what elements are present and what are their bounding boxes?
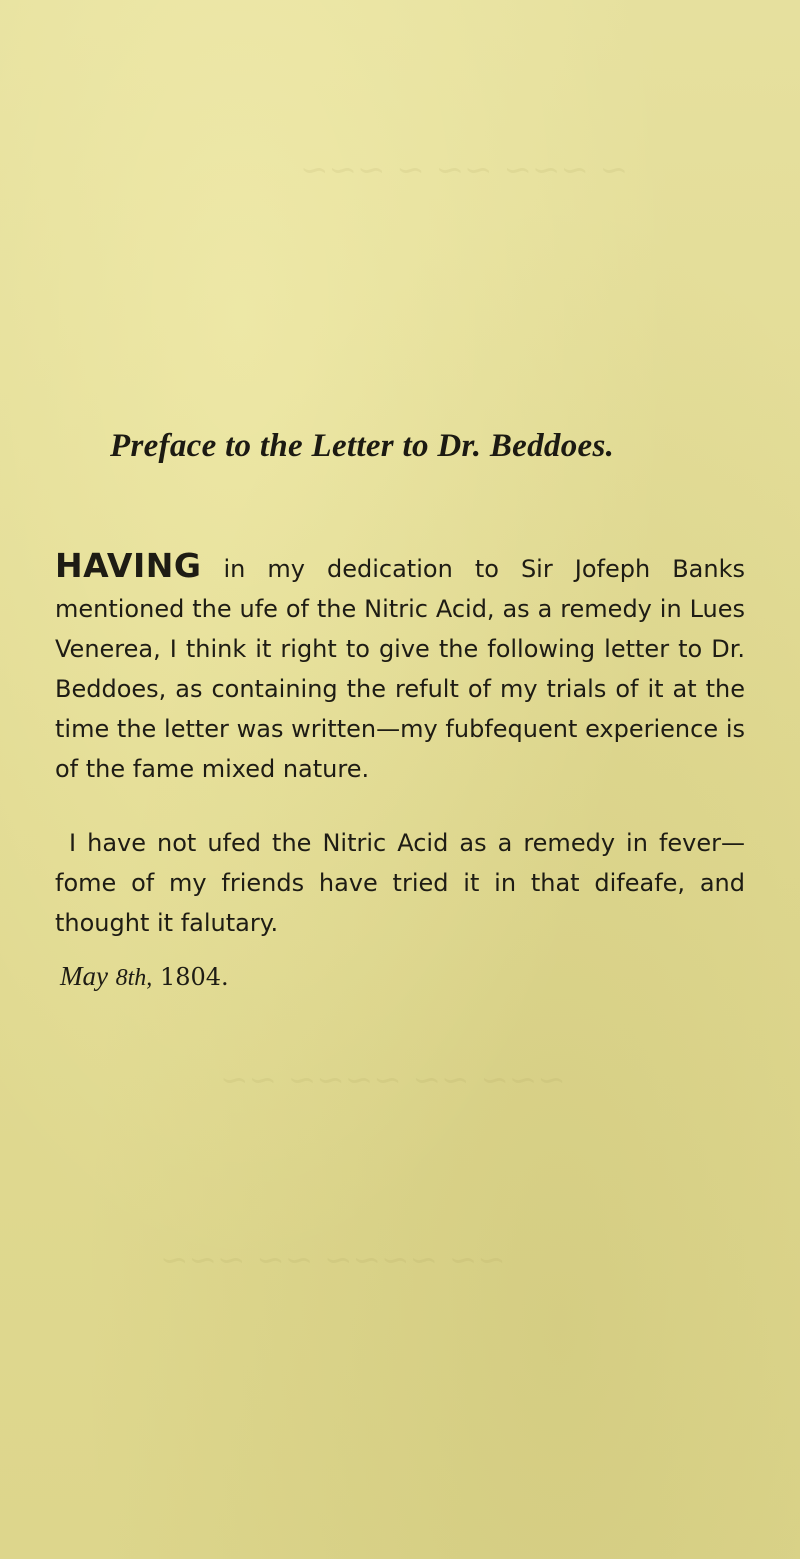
paragraph-2 <box>55 823 745 943</box>
paragraph-2-text: I have not ufed the Nitric Acid as a remedy in fever—fome of my friends have tried it in that difeafe, and thought it falutary. <box>55 829 745 937</box>
bleed-through-texture: ~ ~~~ ~~ ~ ~~~ <box>300 150 629 190</box>
page-title: Preface to the Letter to Dr. Beddoes. <box>110 428 615 464</box>
bleed-through-texture: ~~ ~~~~ ~~ ~~~ <box>160 1240 506 1280</box>
date-day: 8th, <box>115 965 153 991</box>
date-line <box>60 961 229 992</box>
date-month: May <box>60 961 108 991</box>
dropcap-word: HAVING <box>55 546 202 585</box>
paragraph-1 <box>55 546 745 789</box>
bleed-through-texture: ~~~ ~~ ~~~~ ~~ <box>220 1060 566 1100</box>
date-year: 1804. <box>159 963 229 991</box>
paragraph-1-text: in my dedication to Sir Jofeph Banks mentioned the ufe of the Nitric Acid, as a remedy in Lues Venerea, I think it right to give the following letter to Dr. Beddoes, as containing the refult of my trials of it at the time the letter was written—my fubfequent experience is of the fame mixed nature. <box>55 555 745 783</box>
